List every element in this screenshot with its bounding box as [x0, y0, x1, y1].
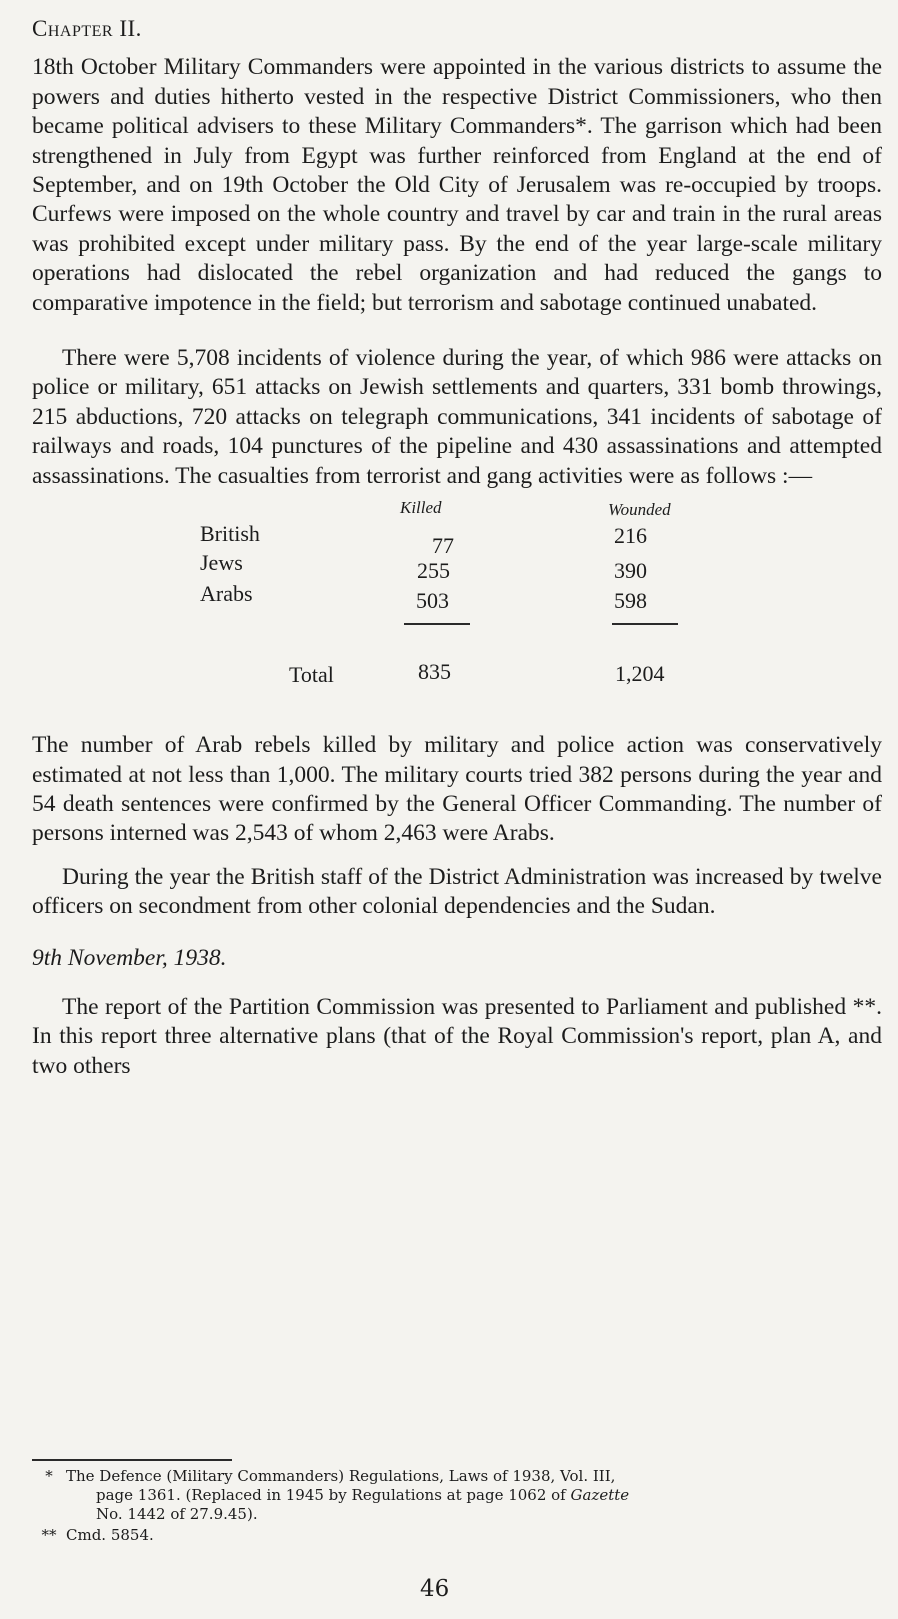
row-label-arabs: Arabs [200, 581, 253, 607]
header-killed: Killed [400, 498, 442, 518]
page-body [32, 14, 882, 1081]
paragraph-arab-rebels: The number of Arab rebels killed by military and police action was conservatively estimated at not less than 1,000. The military courts tried 382 persons during the year and 54 death sentences were confirmed by the General Officer Commanding. The number of persons interned was 2,543 of whom 2,463 were Arabs. [32, 732, 882, 847]
paragraph-incidents: There were 5,708 incidents of violence during the year, of which 986 were attacks on police or military, 651 attacks on Jewish settlements and quarters, 331 bomb throwings, 215 abductions, 720 attacks on telegraph communications, 341 incidents of sabotage of railways and roads, 104 punctures of the pipeline and 430 assassinations and attempted assassinations. The casualties from terrorist and gang activities were as follows :— [32, 345, 882, 489]
cell-jews-killed: 255 [417, 558, 450, 584]
chapter-heading: Chapter II. [32, 16, 142, 41]
footnotes [32, 1459, 882, 1547]
row-label-jews: Jews [200, 550, 243, 576]
header-wounded: Wounded [608, 500, 671, 520]
cell-total-killed: 835 [418, 659, 451, 685]
casualties-table [32, 493, 882, 725]
paragraph-partition-commission: The report of the Partition Commission was presented to Parliament and published **. In this report three alternative plans (that of the Royal Commission's report, plan A, and two others [32, 993, 882, 1079]
row-label-total: Total [289, 662, 334, 688]
killed-sum-rule [404, 623, 470, 625]
footnote-2-mark: ** [41, 1525, 57, 1544]
footnote-1-mark: * [45, 1466, 53, 1485]
footnote-1-line2: page 1361. (Replaced in 1945 by Regulations at page 1062 of [96, 1485, 571, 1504]
page-number: 46 [420, 1576, 450, 1602]
section-date: 9th November, 1938. [32, 944, 227, 971]
footnote-rule [32, 1459, 232, 1461]
footnote-1 [32, 1467, 882, 1524]
cell-arabs-wounded: 598 [614, 588, 647, 614]
cell-british-wounded: 216 [614, 523, 647, 549]
footnote-1-gazette: Gazette [570, 1485, 630, 1504]
cell-jews-wounded: 390 [614, 558, 647, 584]
footnote-2 [32, 1526, 882, 1545]
cell-arabs-killed: 503 [416, 588, 449, 614]
wounded-sum-rule [612, 623, 678, 625]
footnote-1-line3: No. 1442 of 27.9.45). [96, 1504, 258, 1523]
paragraph-military-commanders: 18th October Military Commanders were appointed in the various districts to assume the powers and duties hitherto vested in the respective District Commissioners, who then became political advisers to these Military Commanders*. The garrison which had been strengthened in July from Egypt was further reinforced from England at the end of September, and on 19th October the Old City of Jerusalem was re-occupied by troops. Curfews were imposed on the whole country and travel by car and train in the rural areas was prohibited except under military pass. By the end of the year large-scale military operations had dislocated the rebel organization and had reduced the gangs to comparative impotence in the field; but terrorism and sabotage continued unabated. [32, 54, 882, 316]
cell-total-wounded: 1,204 [615, 661, 665, 687]
paragraph-british-staff: During the year the British staff of the District Administration was increased by twelve officers on secondment from other colonial dependencies and the Sudan. [32, 863, 882, 920]
row-label-british: British [200, 521, 260, 547]
footnote-2-line1: Cmd. 5854. [66, 1525, 154, 1544]
footnote-1-line1: The Defence (Military Commanders) Regulations, Laws of 1938, Vol. III, [66, 1466, 616, 1485]
cell-british-killed: 77 [432, 533, 454, 559]
